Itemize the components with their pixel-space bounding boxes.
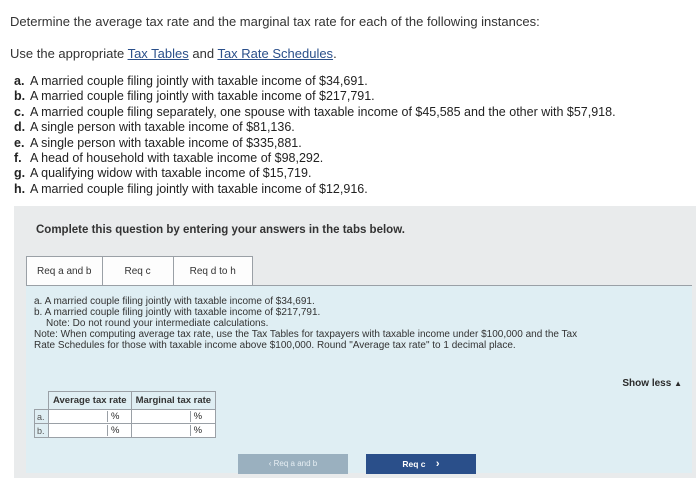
table-row: b. % % bbox=[35, 424, 216, 438]
list-item: b. A married couple filing jointly with taxable income of $217,791. bbox=[14, 89, 375, 104]
caret-up-icon: ▲ bbox=[674, 379, 682, 388]
table-row: a. % % bbox=[35, 410, 216, 424]
prev-tab-button[interactable]: ‹ Req a and b bbox=[238, 454, 348, 474]
question-title: Determine the average tax rate and the marginal tax rate for each of the following instances: bbox=[10, 14, 540, 29]
next-tab-button[interactable]: Req c › bbox=[366, 454, 476, 474]
show-less-toggle[interactable]: Show less ▲ bbox=[622, 378, 682, 389]
marginal-tax-rate-header: Marginal tax rate bbox=[131, 392, 216, 410]
note-tax-tables: Note: When computing average tax rate, use the Tax Tables for taxpayers with taxable income under $100,000 and the Tax bbox=[34, 329, 578, 340]
tab-req-a-and-b[interactable]: Req a and b bbox=[26, 256, 103, 286]
list-item: e. A single person with taxable income of $335,881. bbox=[14, 135, 302, 150]
chevron-left-icon: ‹ bbox=[268, 459, 272, 468]
list-item: a. A married couple filing jointly with taxable income of $34,691. bbox=[14, 74, 368, 88]
question-instructions: Use the appropriate Tax Tables and Tax Rate Schedules. bbox=[10, 46, 337, 61]
tab-content bbox=[26, 285, 692, 473]
chevron-right-icon: › bbox=[435, 458, 440, 470]
list-item: d. A single person with taxable income of $81,136. bbox=[14, 120, 295, 135]
tab-instructions: a. A married couple filing jointly with taxable income of $34,691. b. A married couple filing jointly with taxable income of $217,791. Note: Do not round your intermediate calculations. Note: When computing average tax rate, use the Tax Tables for taxpayers with taxable income under $100,000 and the Tax Rate Schedules for those with taxable income above $100,000. Round "Average tax rate" to 1 decimal place. bbox=[34, 296, 578, 351]
answer-panel bbox=[14, 206, 696, 478]
avg-tax-rate-input-b[interactable] bbox=[49, 425, 107, 437]
tab-req-d-to-h[interactable]: Req d to h bbox=[173, 256, 253, 286]
list-item: c. A married couple filing separately, one spouse with taxable income of $45,585 and the other with $57,918. bbox=[14, 104, 616, 119]
avg-tax-rate-header: Average tax rate bbox=[49, 392, 132, 410]
answer-table bbox=[34, 391, 216, 438]
list-item: g. A qualifying widow with taxable income of $15,719. bbox=[14, 166, 312, 181]
list-item: f. A head of household with taxable income of $98,292. bbox=[14, 151, 324, 166]
tax-rate-schedules-link[interactable]: Tax Rate Schedules bbox=[217, 46, 334, 61]
list-item: h. A married couple filing jointly with taxable income of $12,916. bbox=[14, 181, 368, 196]
instance-list bbox=[14, 74, 616, 197]
avg-tax-rate-input-a[interactable] bbox=[49, 411, 107, 423]
tab-req-c[interactable]: Req c bbox=[102, 256, 174, 286]
tab-bar bbox=[26, 256, 252, 286]
marginal-tax-rate-input-b[interactable] bbox=[132, 425, 190, 437]
panel-heading: Complete this question by entering your answers in the tabs below. bbox=[36, 224, 405, 236]
tax-tables-link[interactable]: Tax Tables bbox=[127, 46, 189, 61]
note-rounding: Note: Do not round your intermediate calculations. bbox=[46, 318, 269, 329]
marginal-tax-rate-input-a[interactable] bbox=[132, 411, 190, 423]
